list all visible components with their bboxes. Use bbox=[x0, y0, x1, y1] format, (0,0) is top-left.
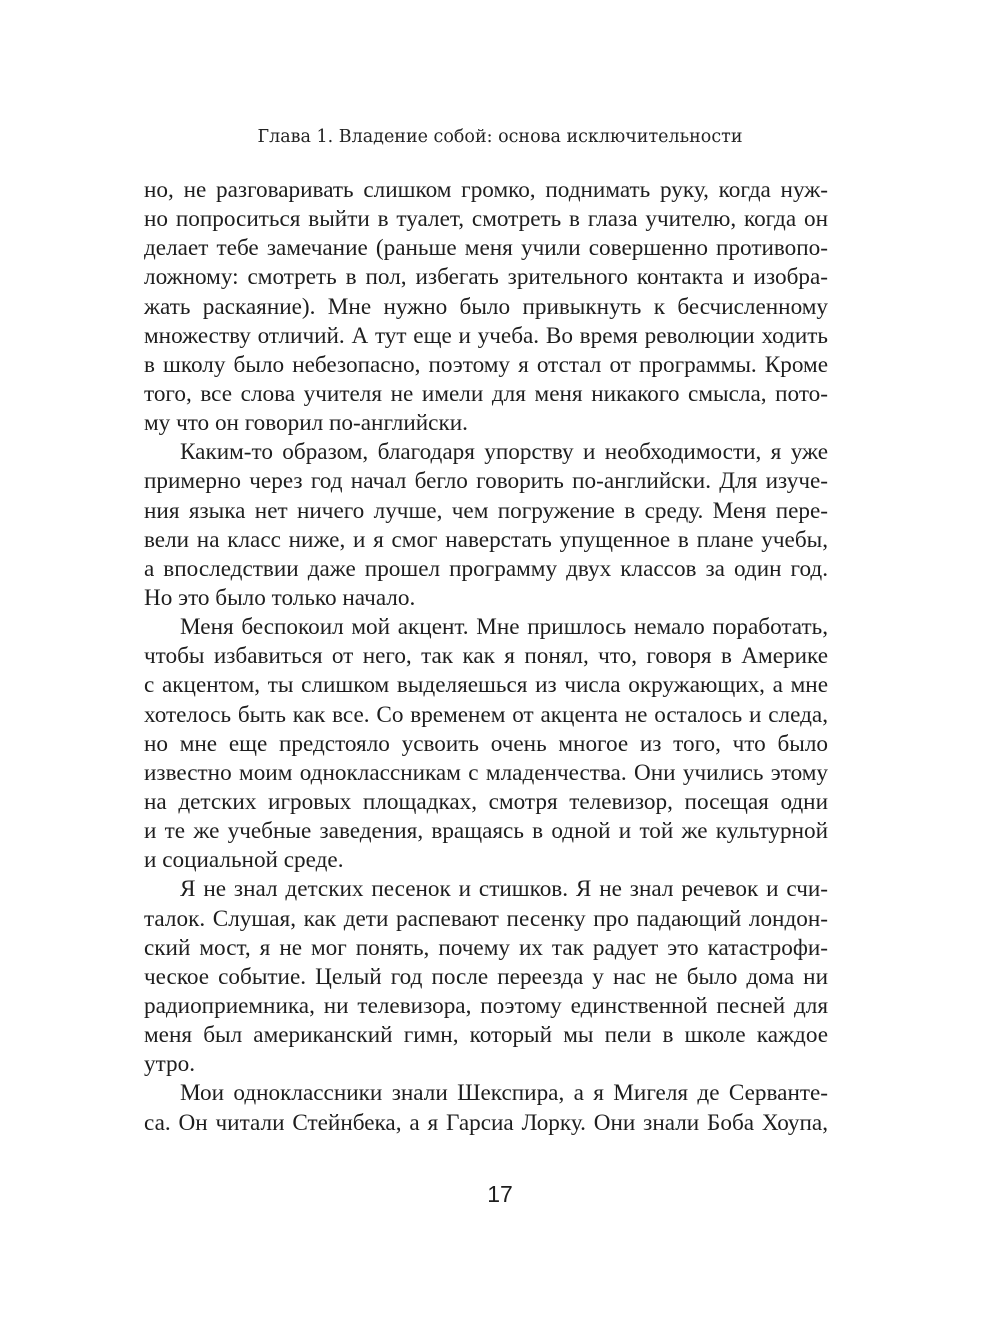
text-line: ложному: смотреть в пол, избегать зрительного контакта и изобра- bbox=[144, 264, 828, 291]
text-line: хотелось быть как все. Со временем от акцента не осталось и следа, bbox=[144, 701, 828, 728]
body-text bbox=[144, 176, 828, 1138]
text-line: и те же учебные заведения, вращаясь в одной и той же культурной bbox=[144, 818, 828, 845]
text-line: Мои одноклассники знали Шекспира, а я Мигеля де Серванте- bbox=[180, 1080, 828, 1107]
text-line: меня был американский гимн, который мы пели в школе каждое bbox=[144, 1022, 828, 1049]
text-line: Я не знал детских песенок и стишков. Я не знал речевок и счи- bbox=[180, 876, 828, 903]
text-line: того, все слова учителя не имели для меня никакого смысла, пото- bbox=[144, 380, 828, 407]
text-line: утро. bbox=[144, 1051, 195, 1078]
text-line: ческое событие. Целый год после переезда у нас не было дома ни bbox=[144, 963, 828, 990]
text-line: но мне еще предстояло усвоить очень многое из того, что было bbox=[144, 730, 828, 757]
text-line: известно моим одноклассникам с младенчества. Они учились этому bbox=[144, 759, 828, 786]
text-line: на детских игровых площадках, смотря телевизор, посещая одни bbox=[144, 788, 828, 815]
text-line: множеству отличий. А тут еще и учеба. Во время революции ходить bbox=[144, 322, 828, 349]
text-line: и социальной среде. bbox=[144, 847, 344, 874]
text-line: чтобы избавиться от него, так как я понял, что, говоря в Америке bbox=[144, 643, 828, 670]
text-line: делает тебе замечание (раньше меня учили совершенно противопо- bbox=[144, 235, 828, 262]
text-line: му что он говорил по-английски. bbox=[144, 410, 468, 437]
text-line: ский мост, я не мог понять, почему их так радует это катастрофи- bbox=[144, 934, 828, 961]
text-line: ния языка нет ничего лучше, чем погружение в среду. Меня пере- bbox=[144, 497, 828, 524]
text-line: Каким-то образом, благодаря упорству и необходимости, я уже bbox=[180, 439, 828, 466]
running-header: Глава 1. Владение собой: основа исключительности bbox=[257, 127, 743, 147]
text-line: Меня беспокоил мой акцент. Мне пришлось немало поработать, bbox=[180, 614, 828, 641]
text-line: в школу было небезопасно, поэтому я отстал от программы. Кроме bbox=[144, 351, 828, 378]
text-line: примерно через год начал бегло говорить по-английски. Для изуче- bbox=[144, 468, 828, 495]
text-line: но попроситься выйти в туалет, смотреть в глаза учителю, когда он bbox=[144, 206, 828, 233]
text-line: с акцентом, ты слишком выделяешься из числа окружающих, а мне bbox=[144, 672, 828, 699]
text-line: а впоследствии даже прошел программу двух классов за один год. bbox=[144, 555, 828, 582]
text-line: но, не разговаривать слишком громко, поднимать руку, когда нуж- bbox=[144, 177, 828, 203]
text-line: талок. Слушая, как дети распевают песенку про падающий лондон- bbox=[144, 905, 828, 932]
text-line: радиоприемника, ни телевизора, поэтому единственной песней для bbox=[144, 992, 828, 1019]
text-line: Но это было только начало. bbox=[144, 584, 416, 611]
text-line: са. Он читали Стейнбека, а я Гарсиа Лорку. Они знали Боба Хоупа, bbox=[144, 1109, 828, 1136]
page-number: 17 bbox=[487, 1181, 513, 1207]
text-line: жать раскаяние). Мне нужно было привыкнуть к бесчисленному bbox=[144, 293, 828, 320]
text-line: вели на класс ниже, и я смог наверстать упущенное в плане учебы, bbox=[144, 526, 828, 553]
